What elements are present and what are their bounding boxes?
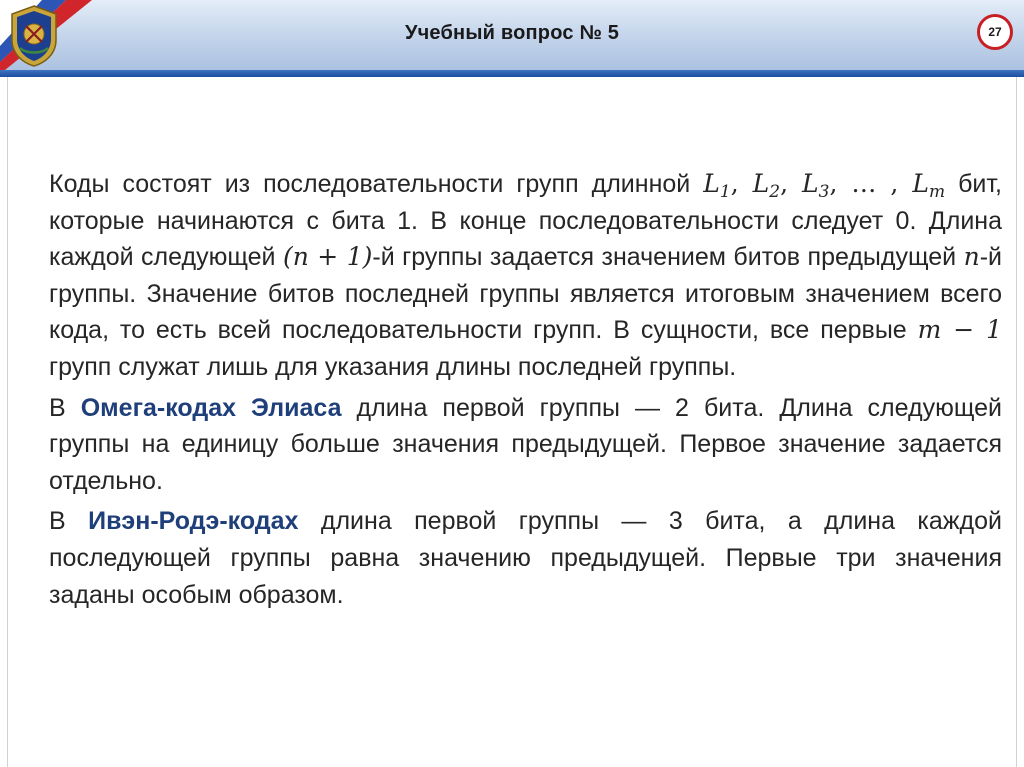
term-elias-omega-codes: Омега-кодах Элиаса [80,393,342,422]
math-symbol: L [703,169,720,198]
math-n: n [963,242,980,272]
math-ellipsis: … [851,169,877,198]
text-segment: -й группы задается значением битов предыдущей [372,243,957,272]
slide-body [49,166,1002,617]
text-segment: -й группы. Значение битов последней группы является итоговым значением всего кода, то есть всей последовательности групп. В сущности, все первые [49,243,1003,345]
math-subscript: 1 [719,181,731,202]
paragraph-even-rodeh [49,503,1002,613]
text-segment: длина первой группы — 2 бита. Длина следующей группы на единицу больше значения предыдущей. Первое значение задается отдельно. [49,393,1002,495]
math-m-minus-one: m − 1 [917,315,1003,345]
math-subscript: 3 [818,181,830,202]
math-subscript: 2 [769,181,781,202]
slide-title: Учебный вопрос № 5 [404,22,620,44]
paragraph-codes-description [49,166,1002,386]
math-symbol: L [802,169,819,198]
term-even-rodeh-codes: Ивэн-Родэ-кодах [88,507,299,536]
text-segment: бит, которые начинаются с бита 1. В конце последовательности следует 0. Длина каждой следующей [49,170,1003,272]
text-segment: длина первой группы — 3 бита, а длина каждой последующей группы равна значению предыдущей. Первые три значения заданы особым образом. [49,507,1002,609]
text-segment: групп служат лишь для указания длины последней группы. [49,352,737,381]
page-number-badge: 27 [977,14,1013,50]
header-divider [0,70,1024,77]
math-symbol: L [752,169,770,198]
right-border-line [1016,77,1017,767]
math-group-lengths: $L_1$, $L_2$, $L_3$, … , $L_m$ [703,169,946,202]
text-segment: Коды состоят из последовательности групп длинной [49,170,691,198]
slide-header [0,0,1024,74]
paragraph-elias-omega [49,390,1002,500]
text-segment: В [49,507,66,536]
left-border-line [7,77,8,767]
math-subscript: m [928,181,946,202]
math-n-plus-one: (n + 1) [282,242,373,272]
math-symbol: L [912,169,929,198]
text-segment: В [49,393,66,422]
